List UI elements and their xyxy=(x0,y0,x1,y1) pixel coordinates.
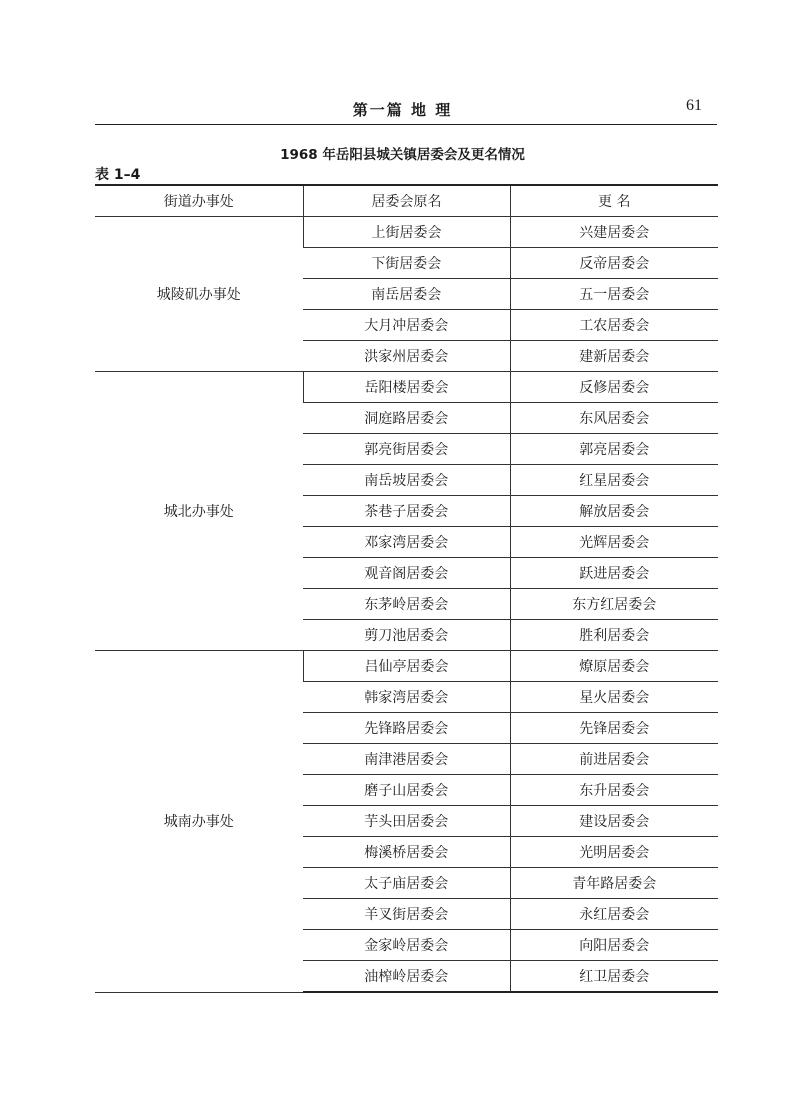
table-row xyxy=(95,651,718,682)
renamed-cell: 胜利居委会 xyxy=(510,620,718,651)
original-name-cell: 南岳居委会 xyxy=(303,279,510,310)
table-row xyxy=(95,217,718,248)
original-name-cell: 东茅岭居委会 xyxy=(303,589,510,620)
original-name-cell: 韩家湾居委会 xyxy=(303,682,510,713)
office-cell: 城南办事处 xyxy=(95,651,303,993)
page-number: 61 xyxy=(686,97,702,114)
original-name-cell: 郭亮街居委会 xyxy=(303,434,510,465)
header-rule xyxy=(95,124,717,125)
original-name-cell: 下街居委会 xyxy=(303,248,510,279)
original-name-cell: 太子庙居委会 xyxy=(303,868,510,899)
original-name-cell: 岳阳楼居委会 xyxy=(303,372,510,403)
renamed-cell: 永红居委会 xyxy=(510,899,718,930)
column-header-original: 居委会原名 xyxy=(303,185,510,217)
table-body xyxy=(95,217,718,993)
renamed-cell: 工农居委会 xyxy=(510,310,718,341)
original-name-cell: 洞庭路居委会 xyxy=(303,403,510,434)
original-name-cell: 梅溪桥居委会 xyxy=(303,837,510,868)
renamed-cell: 前进居委会 xyxy=(510,744,718,775)
original-name-cell: 洪家州居委会 xyxy=(303,341,510,372)
renamed-cell: 红星居委会 xyxy=(510,465,718,496)
renamed-cell: 青年路居委会 xyxy=(510,868,718,899)
original-name-cell: 芋头田居委会 xyxy=(303,806,510,837)
renamed-cell: 东升居委会 xyxy=(510,775,718,806)
renamed-cell: 先锋居委会 xyxy=(510,713,718,744)
original-name-cell: 大月冲居委会 xyxy=(303,310,510,341)
original-name-cell: 茶巷子居委会 xyxy=(303,496,510,527)
original-name-cell: 剪刀池居委会 xyxy=(303,620,510,651)
renamed-cell: 光辉居委会 xyxy=(510,527,718,558)
original-name-cell: 南岳坡居委会 xyxy=(303,465,510,496)
renamed-cell: 反修居委会 xyxy=(510,372,718,403)
chapter-title: 第一篇 地 理 xyxy=(352,101,453,119)
renamed-cell: 向阳居委会 xyxy=(510,930,718,961)
renamed-cell: 东风居委会 xyxy=(510,403,718,434)
original-name-cell: 上街居委会 xyxy=(303,217,510,248)
rename-table xyxy=(95,184,718,993)
renamed-cell: 建新居委会 xyxy=(510,341,718,372)
table-title: 1968 年岳阳县城关镇居委会及更名情况 xyxy=(280,147,525,163)
original-name-cell: 南津港居委会 xyxy=(303,744,510,775)
original-name-cell: 羊叉街居委会 xyxy=(303,899,510,930)
renamed-cell: 东方红居委会 xyxy=(510,589,718,620)
renamed-cell: 星火居委会 xyxy=(510,682,718,713)
renamed-cell: 建设居委会 xyxy=(510,806,718,837)
original-name-cell: 磨子山居委会 xyxy=(303,775,510,806)
original-name-cell: 观音阁居委会 xyxy=(303,558,510,589)
table-header-row xyxy=(95,185,718,217)
renamed-cell: 红卫居委会 xyxy=(510,961,718,993)
table-label: 表 1–4 xyxy=(95,167,141,183)
original-name-cell: 油榨岭居委会 xyxy=(303,961,510,993)
renamed-cell: 跃进居委会 xyxy=(510,558,718,589)
office-cell: 城北办事处 xyxy=(95,372,303,651)
office-cell: 城陵矶办事处 xyxy=(95,217,303,372)
original-name-cell: 金家岭居委会 xyxy=(303,930,510,961)
renamed-cell: 燎原居委会 xyxy=(510,651,718,682)
renamed-cell: 光明居委会 xyxy=(510,837,718,868)
renamed-cell: 反帝居委会 xyxy=(510,248,718,279)
renamed-cell: 解放居委会 xyxy=(510,496,718,527)
renamed-cell: 兴建居委会 xyxy=(510,217,718,248)
original-name-cell: 先锋路居委会 xyxy=(303,713,510,744)
original-name-cell: 邓家湾居委会 xyxy=(303,527,510,558)
original-name-cell: 吕仙亭居委会 xyxy=(303,651,510,682)
column-header-office: 街道办事处 xyxy=(95,185,303,217)
column-header-renamed: 更 名 xyxy=(510,185,718,217)
table-row xyxy=(95,372,718,403)
renamed-cell: 五一居委会 xyxy=(510,279,718,310)
renamed-cell: 郭亮居委会 xyxy=(510,434,718,465)
